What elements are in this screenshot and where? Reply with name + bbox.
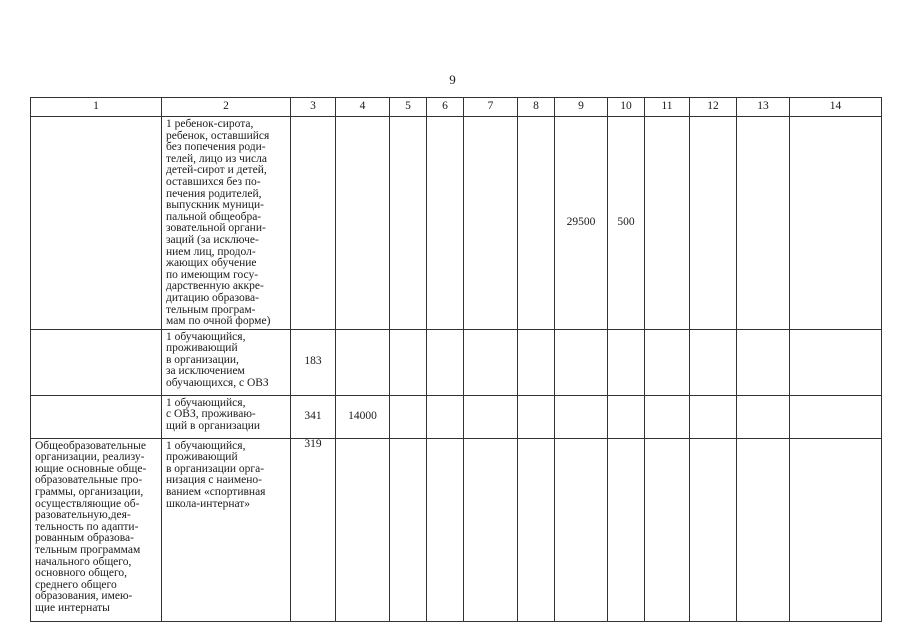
column-header: 6 — [427, 98, 464, 117]
data-table — [30, 97, 882, 622]
table-cell — [790, 438, 882, 621]
column-header: 3 — [291, 98, 336, 117]
table-cell — [645, 395, 690, 438]
table-cell — [518, 117, 555, 330]
table-cell: 341 — [291, 395, 336, 438]
table-cell — [690, 117, 737, 330]
table-cell: 500 — [608, 117, 645, 330]
table-cell — [790, 329, 882, 395]
table-cell — [464, 395, 518, 438]
table-cell — [291, 117, 336, 330]
page-number: 9 — [449, 72, 456, 87]
table-cell — [518, 438, 555, 621]
table-cell — [608, 438, 645, 621]
column-header: 14 — [790, 98, 882, 117]
table-cell — [555, 438, 608, 621]
column-header: 1 — [31, 98, 162, 117]
category-text: 1 обучающийся, проживающий в организации орга- низация с наимено- ванием «спортивная школа-интернат» — [166, 439, 266, 510]
column-header: 13 — [737, 98, 790, 117]
table-row — [31, 117, 882, 330]
table-cell — [608, 329, 645, 395]
table-cell — [31, 117, 162, 330]
table-cell — [518, 395, 555, 438]
table-cell — [690, 438, 737, 621]
table-cell — [737, 395, 790, 438]
column-header: 8 — [518, 98, 555, 117]
table-cell — [464, 329, 518, 395]
table-cell — [645, 329, 690, 395]
column-header: 10 — [608, 98, 645, 117]
table-cell — [737, 438, 790, 621]
table-cell — [31, 438, 162, 621]
table-cell — [737, 117, 790, 330]
table-cell — [690, 395, 737, 438]
table-cell — [31, 395, 162, 438]
table-cell — [390, 395, 427, 438]
table-cell — [162, 117, 291, 330]
organization-type-text: Общеобразовательные организации, реализу- ющие основные обще- образовательные про- граммы, организации, осуществляющие об- разовательную,дея- тельность по адапти- рованным образова- тельным программам начального общего, основного общего, среднего общего образования, имею- щие интернаты — [35, 439, 147, 614]
table-cell — [31, 329, 162, 395]
organization-type-text — [31, 330, 161, 333]
table-row — [31, 329, 882, 395]
table-cell — [608, 395, 645, 438]
column-header: 7 — [464, 98, 518, 117]
column-header: 2 — [162, 98, 291, 117]
table-cell — [162, 329, 291, 395]
table-cell — [336, 117, 390, 330]
table-row — [31, 395, 882, 438]
table-cell: 319 — [291, 438, 336, 621]
organization-type-text — [31, 117, 161, 120]
column-header: 11 — [645, 98, 690, 117]
table-cell — [336, 438, 390, 621]
category-text: 1 обучающийся, с ОВЗ, проживаю- щий в организации — [166, 396, 261, 432]
table-cell — [464, 117, 518, 330]
table-cell — [555, 395, 608, 438]
table-cell — [464, 438, 518, 621]
table-cell — [790, 395, 882, 438]
table-cell — [790, 117, 882, 330]
table-cell — [555, 329, 608, 395]
table-cell — [427, 329, 464, 395]
table-cell — [390, 438, 427, 621]
table-header-row — [31, 98, 882, 117]
category-text: 1 ребенок-сирота, ребенок, оставшийся без попечения роди- телей, лицо из числа детей-сирот и детей, оставшихся без по- печения родителей, выпускник муници- пальной общеобра- зовательной органи- заций (за исключе- нием лиц, продол- жающих обучение по имеющим госу- дарственную аккре- дитацию образова- тельным програм- мам по очной форме) — [166, 118, 271, 328]
category-text: 1 обучающийся, проживающий в организации, за исключением обучающихся, с ОВЗ — [166, 330, 269, 390]
table-cell: 14000 — [336, 395, 390, 438]
organization-type-text — [31, 396, 161, 399]
table-cell — [162, 395, 291, 438]
table-cell — [690, 329, 737, 395]
table-cell — [518, 329, 555, 395]
table-cell — [427, 438, 464, 621]
table-cell — [336, 329, 390, 395]
table-cell — [645, 438, 690, 621]
table-cell — [427, 395, 464, 438]
table-cell — [427, 117, 464, 330]
table-cell — [737, 329, 790, 395]
table-cell: 183 — [291, 329, 336, 395]
table-cell — [645, 117, 690, 330]
column-header: 5 — [390, 98, 427, 117]
table-cell — [390, 117, 427, 330]
column-header: 12 — [690, 98, 737, 117]
column-header: 9 — [555, 98, 608, 117]
table-cell — [162, 438, 291, 621]
column-header: 4 — [336, 98, 390, 117]
table-cell — [390, 329, 427, 395]
table-cell: 29500 — [555, 117, 608, 330]
table-row — [31, 438, 882, 621]
